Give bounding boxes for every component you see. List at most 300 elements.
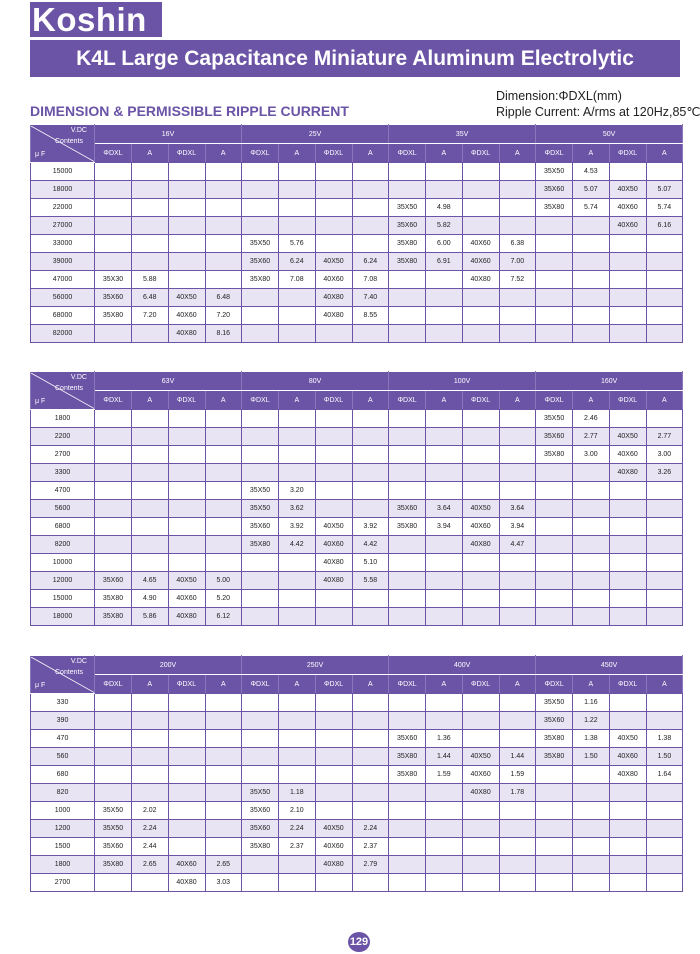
current-cell: 4.42	[279, 536, 316, 554]
current-cell: 2.10	[279, 802, 316, 820]
current-cell	[205, 820, 242, 838]
dimension-cell	[242, 410, 279, 428]
current-cell: 3.64	[499, 500, 536, 518]
current-cell	[205, 554, 242, 572]
dimension-cell	[95, 766, 132, 784]
current-cell	[132, 694, 169, 712]
current-cell	[573, 518, 610, 536]
contents-label: Contents	[55, 137, 84, 145]
dimension-cell	[609, 500, 646, 518]
current-cell: 2.24	[352, 820, 389, 838]
dimension-cell	[315, 766, 352, 784]
capacitance-cell: 15000	[31, 590, 95, 608]
current-cell	[352, 217, 389, 235]
current-cell: 4.42	[352, 536, 389, 554]
current-cell	[426, 482, 463, 500]
dimension-cell	[168, 217, 205, 235]
table-row	[31, 590, 683, 608]
dimension-cell	[462, 572, 499, 590]
current-cell: 1.59	[426, 766, 463, 784]
current-cell: 5.74	[573, 199, 610, 217]
current-cell	[132, 446, 169, 464]
current-cell: 7.08	[352, 271, 389, 289]
dimension-cell	[242, 712, 279, 730]
dimension-cell	[168, 518, 205, 536]
current-cell: 1.16	[573, 694, 610, 712]
dimension-cell: 40X80	[462, 536, 499, 554]
dimension-cell	[315, 802, 352, 820]
current-cell	[426, 820, 463, 838]
current-cell	[352, 428, 389, 446]
dimension-cell	[95, 428, 132, 446]
current-cell: 1.38	[573, 730, 610, 748]
current-cell	[205, 410, 242, 428]
current-header: A	[573, 675, 610, 694]
dimension-header: ΦDXL	[609, 675, 646, 694]
dimension-cell: 40X50	[315, 820, 352, 838]
dimension-cell: 35X80	[389, 235, 426, 253]
table-row	[31, 766, 683, 784]
current-cell	[573, 572, 610, 590]
dimension-cell	[536, 217, 573, 235]
current-cell	[205, 217, 242, 235]
dimension-header: ΦDXL	[315, 675, 352, 694]
dimension-cell: 40X80	[315, 572, 352, 590]
dimension-cell	[462, 217, 499, 235]
current-cell: 6.38	[499, 235, 536, 253]
dimension-cell	[389, 554, 426, 572]
current-cell	[279, 572, 316, 590]
table-row	[31, 784, 683, 802]
current-cell	[646, 572, 683, 590]
current-cell	[573, 608, 610, 626]
current-cell	[132, 874, 169, 892]
current-cell	[646, 856, 683, 874]
dimension-cell: 35X80	[389, 253, 426, 271]
table-row	[31, 572, 683, 590]
current-cell: 6.24	[279, 253, 316, 271]
dimension-cell: 40X80	[168, 608, 205, 626]
current-header: A	[205, 144, 242, 163]
current-cell	[499, 446, 536, 464]
dimension-cell	[536, 518, 573, 536]
ripple-table	[30, 655, 683, 892]
current-cell: 1.44	[499, 748, 536, 766]
current-cell	[205, 694, 242, 712]
dimension-cell	[609, 784, 646, 802]
table-row	[31, 856, 683, 874]
dimension-cell	[315, 784, 352, 802]
dimension-header: ΦDXL	[389, 675, 426, 694]
dimension-cell	[462, 325, 499, 343]
current-cell	[426, 410, 463, 428]
dimension-cell	[95, 253, 132, 271]
dimension-cell	[389, 464, 426, 482]
dimension-cell	[242, 325, 279, 343]
dimension-cell: 40X50	[609, 181, 646, 199]
dimension-cell: 35X80	[389, 518, 426, 536]
current-cell	[279, 199, 316, 217]
uf-label: μ F	[35, 681, 46, 689]
current-header: A	[499, 675, 536, 694]
dimension-cell	[462, 608, 499, 626]
dimension-cell: 35X80	[536, 446, 573, 464]
dimension-cell	[242, 446, 279, 464]
current-header: A	[132, 391, 169, 410]
units-note	[496, 88, 700, 120]
dimension-cell	[609, 482, 646, 500]
dimension-cell: 35X60	[95, 838, 132, 856]
dimension-cell: 40X60	[609, 446, 646, 464]
dimension-cell	[95, 217, 132, 235]
dimension-cell: 40X60	[168, 307, 205, 325]
current-cell	[426, 874, 463, 892]
dimension-cell	[609, 820, 646, 838]
current-cell: 5.20	[205, 590, 242, 608]
table-row	[31, 464, 683, 482]
dimension-header: ΦDXL	[95, 675, 132, 694]
dimension-cell	[609, 271, 646, 289]
dimension-cell	[315, 694, 352, 712]
current-cell	[279, 181, 316, 199]
current-cell	[352, 181, 389, 199]
dimension-cell	[389, 163, 426, 181]
dimension-cell: 35X60	[389, 500, 426, 518]
current-cell	[205, 271, 242, 289]
capacitance-cell: 390	[31, 712, 95, 730]
current-cell: 2.37	[279, 838, 316, 856]
current-cell	[352, 784, 389, 802]
dimension-cell: 35X80	[242, 271, 279, 289]
dimension-cell	[168, 446, 205, 464]
dimension-cell	[609, 874, 646, 892]
dimension-cell	[462, 464, 499, 482]
dimension-cell: 35X80	[536, 730, 573, 748]
dimension-cell	[462, 874, 499, 892]
dimension-header: ΦDXL	[242, 391, 279, 410]
capacitance-cell: 1800	[31, 856, 95, 874]
page-number: 129	[348, 932, 370, 952]
capacitance-cell: 56000	[31, 289, 95, 307]
dimension-cell	[462, 802, 499, 820]
current-cell	[426, 536, 463, 554]
dimension-cell: 40X50	[462, 748, 499, 766]
dimension-cell: 35X80	[95, 608, 132, 626]
current-cell	[573, 554, 610, 572]
voltage-header: 200V	[95, 656, 242, 675]
current-header: A	[499, 391, 536, 410]
current-cell	[426, 712, 463, 730]
current-cell	[352, 694, 389, 712]
current-cell	[426, 554, 463, 572]
dimension-cell	[609, 536, 646, 554]
current-cell	[426, 325, 463, 343]
current-cell	[132, 712, 169, 730]
current-header: A	[279, 144, 316, 163]
current-header: A	[352, 675, 389, 694]
uf-label: μ F	[35, 150, 46, 158]
current-cell: 4.65	[132, 572, 169, 590]
current-cell	[499, 590, 536, 608]
current-header: A	[646, 675, 683, 694]
current-cell	[132, 181, 169, 199]
dimension-cell: 40X60	[462, 253, 499, 271]
current-cell	[352, 163, 389, 181]
current-cell: 4.53	[573, 163, 610, 181]
current-cell	[426, 464, 463, 482]
dimension-cell	[315, 235, 352, 253]
dimension-cell: 40X50	[609, 428, 646, 446]
dimension-cell	[609, 838, 646, 856]
current-cell	[205, 536, 242, 554]
current-cell	[279, 712, 316, 730]
dimension-cell	[168, 181, 205, 199]
current-cell	[499, 820, 536, 838]
dimension-cell	[536, 856, 573, 874]
dimension-cell	[95, 464, 132, 482]
dimension-cell	[536, 289, 573, 307]
current-cell	[573, 235, 610, 253]
current-cell: 1.64	[646, 766, 683, 784]
dimension-cell: 40X80	[462, 271, 499, 289]
current-cell: 2.46	[573, 410, 610, 428]
current-cell	[205, 235, 242, 253]
current-cell	[352, 464, 389, 482]
dimension-cell: 35X50	[242, 784, 279, 802]
dimension-cell: 40X80	[168, 325, 205, 343]
corner-header	[31, 372, 95, 410]
dimension-cell	[609, 856, 646, 874]
dimension-cell	[95, 163, 132, 181]
dimension-cell	[315, 464, 352, 482]
current-cell	[426, 163, 463, 181]
current-cell	[646, 784, 683, 802]
dimension-cell	[168, 428, 205, 446]
dimension-cell	[609, 235, 646, 253]
table-row	[31, 253, 683, 271]
voltage-header: 63V	[95, 372, 242, 391]
dimension-cell	[389, 712, 426, 730]
dimension-cell: 35X80	[242, 536, 279, 554]
dimension-cell: 40X80	[168, 874, 205, 892]
current-cell	[573, 784, 610, 802]
dimension-cell: 35X80	[389, 766, 426, 784]
current-cell: 6.00	[426, 235, 463, 253]
dimension-cell	[168, 163, 205, 181]
current-cell	[205, 712, 242, 730]
current-cell	[205, 518, 242, 536]
current-cell	[499, 464, 536, 482]
dimension-cell: 35X50	[389, 199, 426, 217]
dimension-cell: 35X60	[242, 253, 279, 271]
current-cell: 2.65	[132, 856, 169, 874]
ripple-table	[30, 124, 683, 343]
current-cell: 6.48	[205, 289, 242, 307]
dimension-cell	[95, 500, 132, 518]
current-cell: 3.26	[646, 464, 683, 482]
current-header: A	[205, 675, 242, 694]
dimension-cell	[315, 410, 352, 428]
current-header: A	[279, 675, 316, 694]
table-row	[31, 181, 683, 199]
dimension-cell	[389, 856, 426, 874]
current-cell	[352, 712, 389, 730]
current-cell	[499, 199, 536, 217]
current-cell: 3.64	[426, 500, 463, 518]
current-cell	[279, 608, 316, 626]
current-cell	[132, 766, 169, 784]
voltage-header: 400V	[389, 656, 536, 675]
dimension-cell	[462, 428, 499, 446]
capacitance-cell: 2200	[31, 428, 95, 446]
dimension-cell	[315, 181, 352, 199]
dimension-header: ΦDXL	[315, 144, 352, 163]
current-cell	[279, 730, 316, 748]
current-cell	[132, 163, 169, 181]
current-cell: 3.94	[426, 518, 463, 536]
capacitance-cell: 1200	[31, 820, 95, 838]
current-cell	[499, 874, 536, 892]
vdc-label: V.DC	[70, 126, 87, 134]
dimension-cell	[315, 730, 352, 748]
dimension-cell	[242, 730, 279, 748]
current-cell	[573, 482, 610, 500]
dimension-cell	[242, 572, 279, 590]
current-cell	[205, 730, 242, 748]
dimension-cell	[242, 163, 279, 181]
dimension-cell	[95, 410, 132, 428]
dimension-cell	[168, 784, 205, 802]
current-cell: 5.07	[573, 181, 610, 199]
capacitance-cell: 1800	[31, 410, 95, 428]
dimension-cell: 35X50	[536, 163, 573, 181]
current-cell: 2.44	[132, 838, 169, 856]
capacitance-cell: 18000	[31, 181, 95, 199]
current-cell	[499, 428, 536, 446]
dimension-cell	[609, 518, 646, 536]
capacitance-cell: 47000	[31, 271, 95, 289]
current-cell: 7.20	[205, 307, 242, 325]
current-cell	[499, 802, 536, 820]
current-cell: 6.16	[646, 217, 683, 235]
current-cell	[205, 464, 242, 482]
dimension-header: ΦDXL	[168, 391, 205, 410]
current-cell: 1.38	[646, 730, 683, 748]
current-cell: 5.74	[646, 199, 683, 217]
current-cell: 4.47	[499, 536, 536, 554]
dimension-header: ΦDXL	[462, 675, 499, 694]
dimension-cell	[315, 446, 352, 464]
dimension-cell	[315, 748, 352, 766]
current-cell	[646, 536, 683, 554]
current-cell	[646, 590, 683, 608]
current-cell	[279, 874, 316, 892]
dimension-cell	[536, 325, 573, 343]
current-cell: 2.24	[279, 820, 316, 838]
table-row	[31, 217, 683, 235]
current-cell	[279, 554, 316, 572]
current-cell: 2.65	[205, 856, 242, 874]
dimension-header: ΦDXL	[389, 144, 426, 163]
dimension-header: ΦDXL	[168, 144, 205, 163]
current-cell: 7.52	[499, 271, 536, 289]
current-cell	[426, 271, 463, 289]
dimension-cell	[95, 235, 132, 253]
capacitance-cell: 330	[31, 694, 95, 712]
table-row	[31, 446, 683, 464]
current-header: A	[132, 675, 169, 694]
dimension-cell	[242, 856, 279, 874]
dimension-cell	[242, 181, 279, 199]
current-cell	[426, 784, 463, 802]
dimension-cell	[609, 572, 646, 590]
dimension-cell	[609, 325, 646, 343]
dimension-cell	[242, 428, 279, 446]
dimension-cell: 35X80	[95, 307, 132, 325]
voltage-header: 100V	[389, 372, 536, 391]
dimension-cell	[536, 766, 573, 784]
dimension-cell: 40X60	[462, 235, 499, 253]
dimension-cell	[168, 199, 205, 217]
current-cell	[499, 181, 536, 199]
table-row	[31, 608, 683, 626]
current-cell	[646, 518, 683, 536]
dimension-header: ΦDXL	[315, 391, 352, 410]
dimension-header: ΦDXL	[609, 391, 646, 410]
dimension-cell: 40X60	[315, 536, 352, 554]
table-row	[31, 748, 683, 766]
current-cell: 3.20	[279, 482, 316, 500]
dimension-cell	[609, 694, 646, 712]
current-cell	[132, 410, 169, 428]
current-cell	[205, 163, 242, 181]
dimension-cell	[168, 410, 205, 428]
dimension-cell	[389, 181, 426, 199]
dimension-cell	[168, 253, 205, 271]
current-cell	[426, 694, 463, 712]
dimension-cell	[389, 874, 426, 892]
table-row	[31, 874, 683, 892]
current-cell: 3.00	[646, 446, 683, 464]
current-cell: 1.22	[573, 712, 610, 730]
dimension-cell	[536, 572, 573, 590]
current-cell	[352, 500, 389, 518]
dimension-cell	[242, 748, 279, 766]
current-cell	[132, 428, 169, 446]
dimension-cell	[536, 838, 573, 856]
table-row	[31, 428, 683, 446]
capacitance-cell: 82000	[31, 325, 95, 343]
dimension-header: ΦDXL	[95, 144, 132, 163]
current-cell	[132, 554, 169, 572]
current-cell	[499, 289, 536, 307]
dimension-cell	[536, 536, 573, 554]
current-cell: 5.86	[132, 608, 169, 626]
current-header: A	[205, 391, 242, 410]
dimension-header: ΦDXL	[242, 675, 279, 694]
current-cell	[646, 802, 683, 820]
dimension-cell: 35X60	[95, 572, 132, 590]
current-cell: 3.00	[573, 446, 610, 464]
dimension-cell	[168, 766, 205, 784]
current-cell	[132, 325, 169, 343]
current-cell	[646, 712, 683, 730]
current-cell	[646, 307, 683, 325]
dimension-cell: 40X60	[168, 856, 205, 874]
brand-logo: Koshin	[30, 2, 162, 37]
dimension-cell: 40X80	[609, 464, 646, 482]
dimension-header: ΦDXL	[536, 391, 573, 410]
